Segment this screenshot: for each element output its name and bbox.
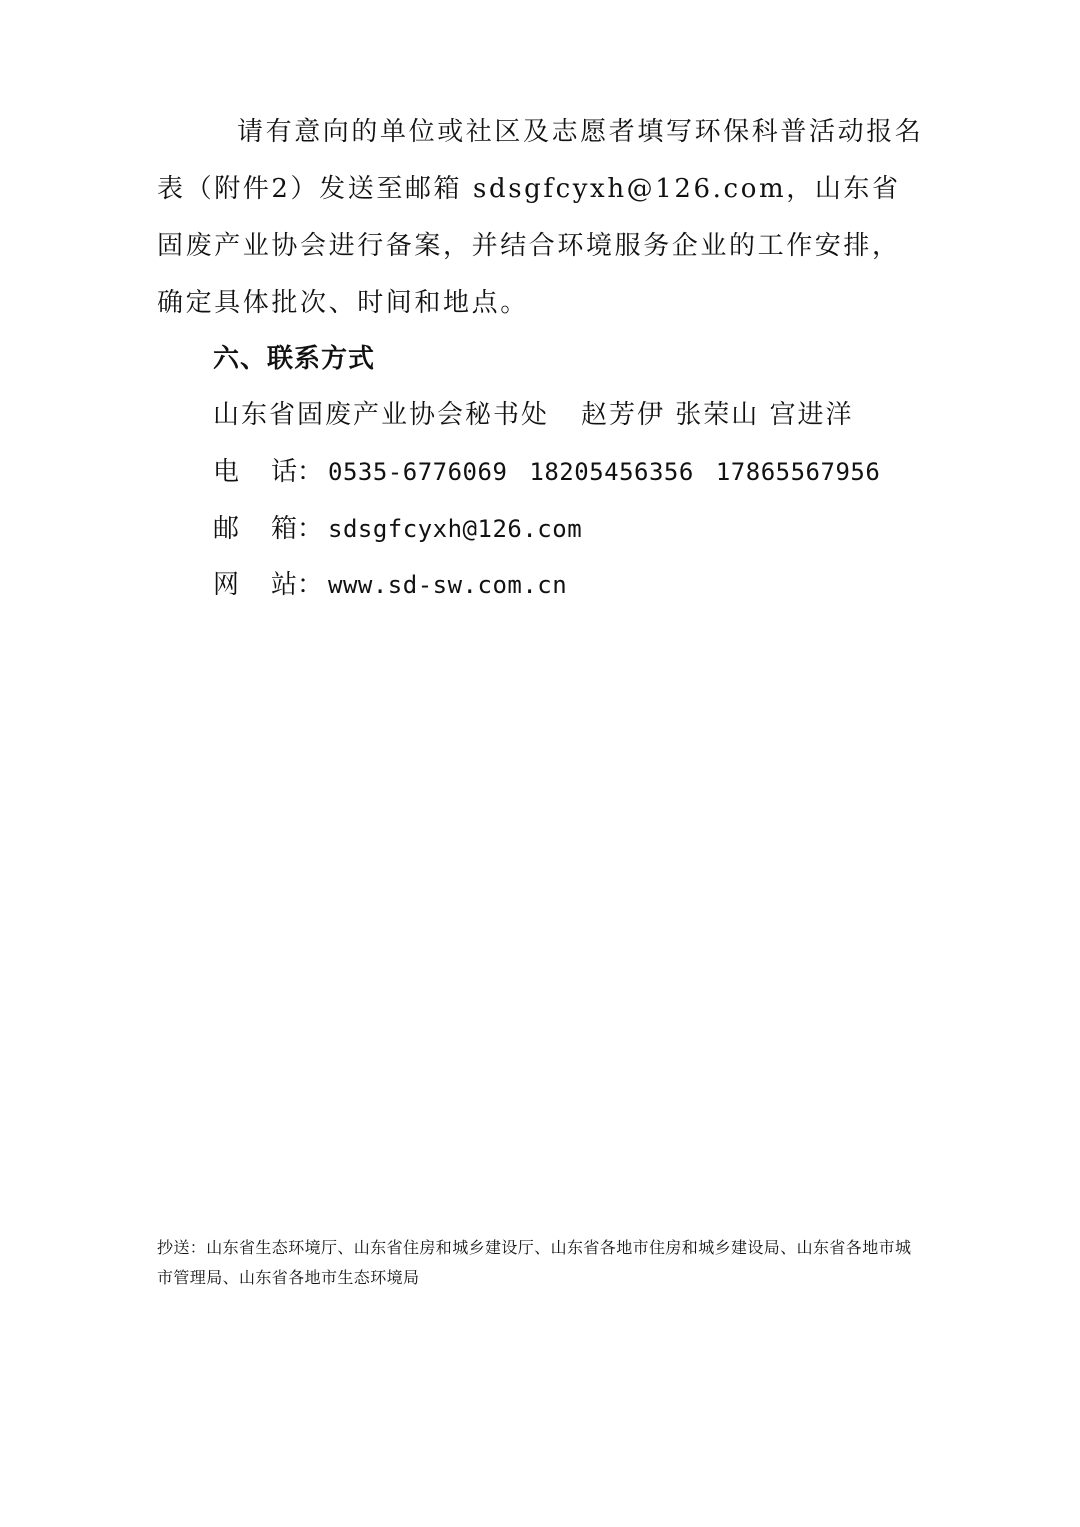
intro-paragraph	[157, 104, 927, 332]
intro-paragraph-text: 请有意向的单位或社区及志愿者填写环保科普活动报名表（附件2）发送至邮箱 sdsgfcyxh@126.com，山东省固废产业协会进行备案，并结合环境服务企业的工作安排，确定具体批次、时间和地点。	[157, 117, 924, 318]
website-label	[213, 557, 328, 614]
phone-number-2: 18205456356	[529, 458, 694, 486]
contact-email-address[interactable]: sdsgfcyxh@126.com	[328, 515, 583, 543]
email-label-char-1: 邮	[213, 514, 240, 544]
contact-organization-line	[213, 387, 854, 444]
contact-names: 赵芳伊 张荣山 宫进洋	[581, 400, 854, 430]
email-label-char-2: 箱：	[271, 514, 324, 544]
phone-label	[213, 444, 328, 501]
contact-phone-line	[213, 444, 880, 501]
cc-distribution-line: 抄送：山东省生态环境厅、山东省住房和城乡建设厅、山东省各地市住房和城乡建设局、山东省各地市城市管理局、山东省各地市生态环境局	[157, 1238, 912, 1287]
section-heading-contact: 六、联系方式	[213, 344, 376, 374]
email-label	[213, 501, 328, 558]
website-label-char-2: 站：	[271, 570, 324, 600]
website-label-char-1: 网	[213, 570, 240, 600]
contact-email-line	[213, 501, 582, 558]
contact-website-url[interactable]: www.sd-sw.com.cn	[328, 571, 568, 599]
phone-number-1: 0535-6776069	[328, 458, 508, 486]
contact-organization: 山东省固废产业协会秘书处	[213, 400, 550, 430]
phone-label-char-2: 话：	[271, 457, 324, 487]
phone-label-char-1: 电	[213, 457, 240, 487]
contact-website-line	[213, 557, 567, 614]
phone-number-3: 17865567956	[715, 458, 881, 486]
